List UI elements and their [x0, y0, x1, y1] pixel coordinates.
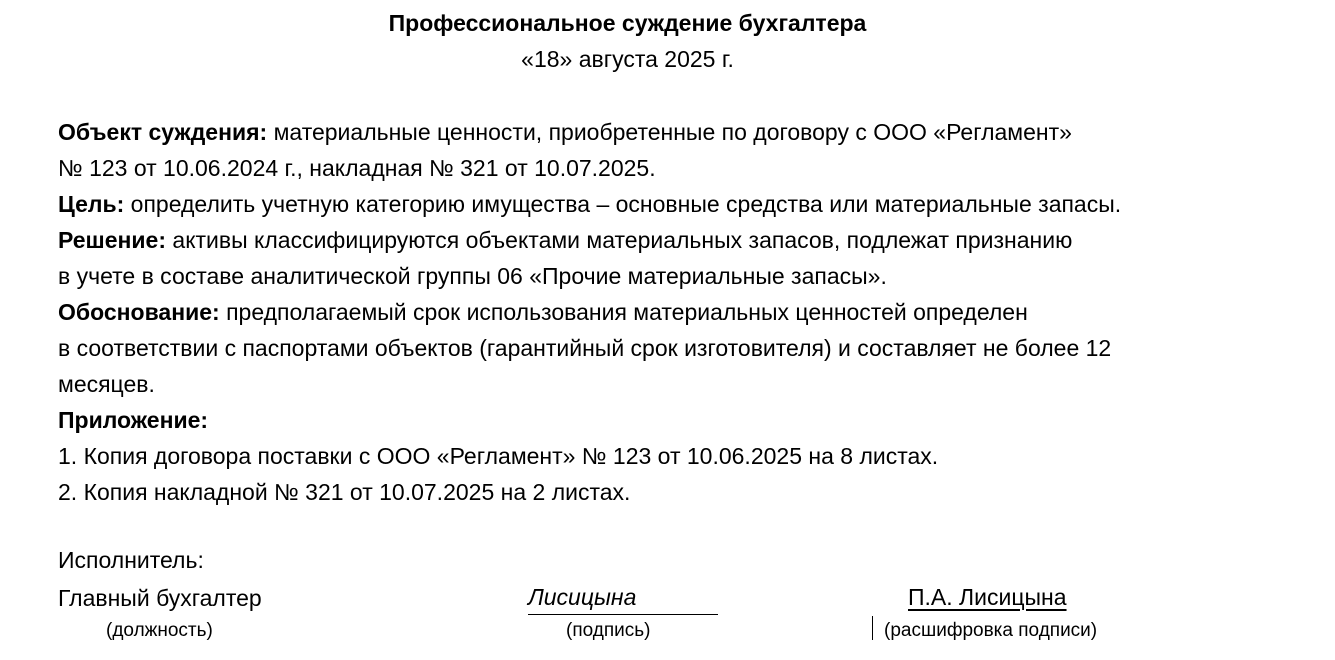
decision-text-1: активы классифицируются объектами материальных запасов, подлежат признанию: [166, 227, 1073, 253]
justification-line-3: месяцев.: [58, 371, 155, 397]
caption-position: (должность): [106, 620, 213, 641]
object-line-2: № 123 от 10.06.2024 г., накладная № 321 от 10.07.2025.: [58, 155, 656, 181]
justification-line-1: [58, 294, 1303, 330]
attachment-item-2: 2. Копия накладной № 321 от 10.07.2025 на 2 листах.: [58, 479, 631, 505]
document-body: [58, 114, 1303, 510]
justification-label: Обоснование:: [58, 299, 220, 325]
decision-line-2: в учете в составе аналитической группы 06 «Прочие материальные запасы».: [58, 263, 887, 289]
attachment-label: Приложение:: [58, 407, 209, 433]
document-date: «18» августа 2025 г.: [521, 46, 734, 72]
object-label: Объект суждения:: [58, 119, 268, 145]
object-text-1: материальные ценности, приобретенные по договору с ООО «Регламент»: [267, 119, 1072, 145]
justification-text-1: предполагаемый срок использования материальных ценностей определен: [219, 299, 1028, 325]
signature-decoding: П.А. Лисицына: [908, 584, 1067, 610]
text-cursor-bar: [872, 616, 873, 640]
goal-label: Цель:: [58, 191, 125, 217]
document-title: Профессиональное суждение бухгалтера: [388, 10, 867, 36]
caption-decoding: (расшифровка подписи): [884, 620, 1098, 641]
position-value: Главный бухгалтер: [58, 585, 262, 611]
goal-line: [58, 186, 1303, 222]
attachment-item-1: 1. Копия договора поставки с ООО «Регламент» № 123 от 10.06.2025 на 8 листах.: [58, 443, 939, 469]
object-line-1: [58, 114, 1303, 150]
decision-label: Решение:: [58, 227, 167, 253]
decision-line-1: [58, 222, 1303, 258]
handwritten-signature: Лисицына: [528, 580, 718, 615]
caption-signature: (подпись): [566, 620, 651, 641]
executor-label: Исполнитель:: [58, 547, 204, 573]
justification-line-2: в соответствии с паспортами объектов (гарантийный срок изготовителя) и составляет не более 12: [58, 335, 1112, 361]
goal-text: определить учетную категорию имущества – основные средства или материальные запасы.: [124, 191, 1122, 217]
